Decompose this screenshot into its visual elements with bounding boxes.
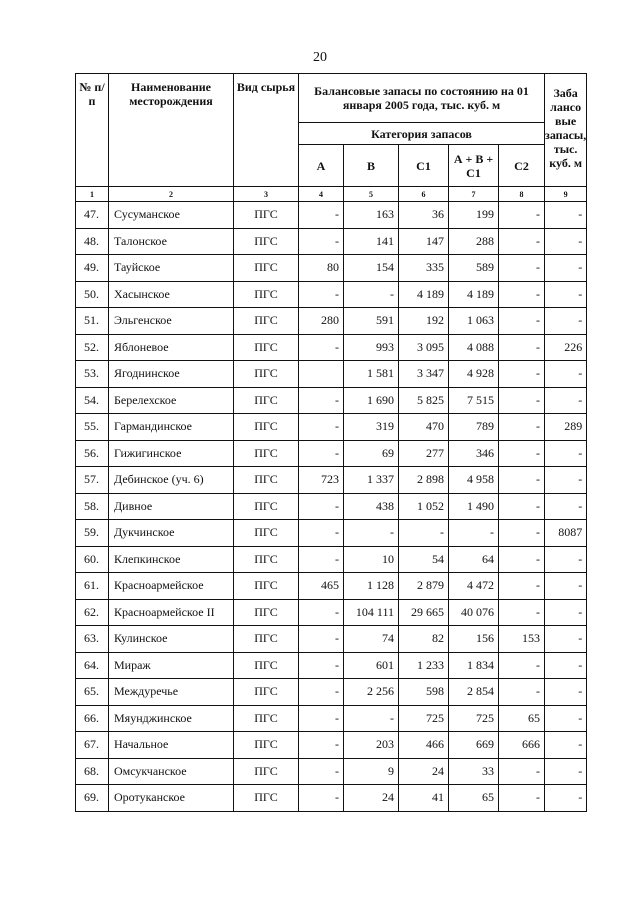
offbalance-reserve: - [545,308,587,335]
deposit-name: Междуречье [109,679,234,706]
reserve-abc1: 4 088 [449,334,499,361]
reserve-c1: 3 347 [399,361,449,388]
reserve-c1: 466 [399,732,449,759]
reserve-c2: - [499,255,545,282]
offbalance-reserve: 289 [545,414,587,441]
raw-material: ПГС [234,785,299,812]
raw-material: ПГС [234,573,299,600]
reserve-abc1: 64 [449,546,499,573]
reserve-b: 438 [344,493,399,520]
reserve-abc1: 65 [449,785,499,812]
reserve-abc1: 2 854 [449,679,499,706]
column-number: 9 [545,187,587,202]
reserve-abc1: 199 [449,202,499,229]
table-row [76,732,587,759]
reserve-c1: 1 233 [399,652,449,679]
offbalance-reserve: - [545,626,587,653]
reserve-abc1: 288 [449,228,499,255]
raw-material: ПГС [234,281,299,308]
table-row [76,520,587,547]
table-row [76,308,587,335]
table-row [76,599,587,626]
raw-material: ПГС [234,228,299,255]
reserve-a: - [299,281,344,308]
deposit-name: Начальное [109,732,234,759]
deposit-name: Гармандинское [109,414,234,441]
reserve-c2: - [499,281,545,308]
offbalance-reserve: - [545,758,587,785]
raw-material: ПГС [234,758,299,785]
row-number: 60. [76,546,109,573]
reserve-c2: - [499,440,545,467]
row-number: 65. [76,679,109,706]
reserve-c2: - [499,679,545,706]
offbalance-reserve: - [545,255,587,282]
reserve-c1: 29 665 [399,599,449,626]
offbalance-reserve: - [545,652,587,679]
reserve-c1: 36 [399,202,449,229]
reserve-c2: 65 [499,705,545,732]
table-row [76,573,587,600]
reserve-a: - [299,387,344,414]
raw-material: ПГС [234,414,299,441]
reserve-c2: - [499,467,545,494]
header-b: В [344,145,399,187]
table-row [76,414,587,441]
reserve-c2: - [499,546,545,573]
table-row [76,361,587,388]
row-number: 63. [76,626,109,653]
reserve-c2: - [499,334,545,361]
reserve-a: 280 [299,308,344,335]
table-row [76,281,587,308]
table-row [76,652,587,679]
deposit-name: Клепкинское [109,546,234,573]
deposit-name: Гижигинское [109,440,234,467]
reserve-c1: 598 [399,679,449,706]
reserve-a: - [299,652,344,679]
reserve-b: 10 [344,546,399,573]
offbalance-reserve: - [545,732,587,759]
reserve-a: - [299,440,344,467]
header-c1: С1 [399,145,449,187]
raw-material: ПГС [234,255,299,282]
offbalance-reserve: 8087 [545,520,587,547]
offbalance-reserve: - [545,361,587,388]
reserve-abc1: 589 [449,255,499,282]
reserve-c2: - [499,387,545,414]
table-row [76,228,587,255]
raw-material: ПГС [234,705,299,732]
deposit-name: Красноармейское II [109,599,234,626]
raw-material: ПГС [234,599,299,626]
table-row [76,440,587,467]
raw-material: ПГС [234,520,299,547]
reserve-a: - [299,785,344,812]
offbalance-reserve: - [545,202,587,229]
row-number: 53. [76,361,109,388]
reserve-a: - [299,732,344,759]
reserve-abc1: 4 928 [449,361,499,388]
reserve-c2: - [499,202,545,229]
reserve-a: - [299,705,344,732]
table-row [76,705,587,732]
row-number: 67. [76,732,109,759]
reserve-a: - [299,679,344,706]
reserve-c1: 82 [399,626,449,653]
header-name: Наименование месторождения [109,74,234,187]
row-number: 47. [76,202,109,229]
reserve-c1: 54 [399,546,449,573]
column-number: 6 [399,187,449,202]
table-row [76,387,587,414]
reserve-abc1: 346 [449,440,499,467]
offbalance-reserve: - [545,467,587,494]
header-abc1: А + В + С1 [449,145,499,187]
row-number: 51. [76,308,109,335]
offbalance-reserve: - [545,679,587,706]
reserve-b: 104 111 [344,599,399,626]
raw-material: ПГС [234,626,299,653]
row-number: 57. [76,467,109,494]
reserve-c2: - [499,758,545,785]
deposit-name: Дивное [109,493,234,520]
reserve-c1: 192 [399,308,449,335]
row-number: 66. [76,705,109,732]
reserve-c2: - [499,652,545,679]
reserve-a: - [299,414,344,441]
reserve-a: - [299,228,344,255]
raw-material: ПГС [234,652,299,679]
reserve-c1: 4 189 [399,281,449,308]
deposit-name: Оротуканское [109,785,234,812]
deposit-name: Талонское [109,228,234,255]
reserve-b: 203 [344,732,399,759]
deposit-name: Хасынское [109,281,234,308]
column-number: 3 [234,187,299,202]
reserve-c2: - [499,573,545,600]
reserve-c1: 3 095 [399,334,449,361]
raw-material: ПГС [234,467,299,494]
reserve-abc1: 4 472 [449,573,499,600]
reserve-a: - [299,493,344,520]
table-row [76,546,587,573]
raw-material: ПГС [234,546,299,573]
reserve-c2: - [499,785,545,812]
reserve-b: 154 [344,255,399,282]
reserve-b: 24 [344,785,399,812]
deposit-name: Омсукчанское [109,758,234,785]
offbalance-reserve: - [545,705,587,732]
reserve-b: 69 [344,440,399,467]
row-number: 50. [76,281,109,308]
row-number: 52. [76,334,109,361]
reserve-abc1: 40 076 [449,599,499,626]
deposit-name: Ягоднинское [109,361,234,388]
row-number: 55. [76,414,109,441]
reserve-b: - [344,520,399,547]
reserve-b: 319 [344,414,399,441]
deposit-name: Мяунджинское [109,705,234,732]
reserve-c2: - [499,493,545,520]
reserve-c2: - [499,361,545,388]
raw-material: ПГС [234,387,299,414]
header-no: № п/п [76,74,109,187]
reserve-abc1: 789 [449,414,499,441]
offbalance-reserve: - [545,599,587,626]
deposit-name: Эльгенское [109,308,234,335]
row-number: 61. [76,573,109,600]
page-number: 20 [313,50,327,65]
table-row [76,255,587,282]
row-number: 54. [76,387,109,414]
reserve-b: 163 [344,202,399,229]
reserve-abc1: 1 490 [449,493,499,520]
table-row [76,493,587,520]
reserve-abc1: 669 [449,732,499,759]
reserve-c1: 725 [399,705,449,732]
column-number: 5 [344,187,399,202]
reserve-c2: 666 [499,732,545,759]
reserve-c1: 5 825 [399,387,449,414]
reserve-b: 74 [344,626,399,653]
deposit-name: Тауйское [109,255,234,282]
reserve-abc1: - [449,520,499,547]
reserve-a: 80 [299,255,344,282]
offbalance-reserve: - [545,387,587,414]
row-number: 48. [76,228,109,255]
deposit-name: Кулинское [109,626,234,653]
table-row [76,202,587,229]
reserve-c1: 1 052 [399,493,449,520]
reserve-b: 591 [344,308,399,335]
reserve-b: 1 337 [344,467,399,494]
row-number: 62. [76,599,109,626]
offbalance-reserve: - [545,546,587,573]
reserve-a: - [299,599,344,626]
reserve-abc1: 7 515 [449,387,499,414]
row-number: 64. [76,652,109,679]
column-number: 7 [449,187,499,202]
reserve-a: - [299,546,344,573]
reserve-c2: - [499,414,545,441]
offbalance-reserve: - [545,281,587,308]
reserves-table [75,73,587,812]
header-balance: Балансовые запасы по состоянию на 01 января 2005 года, тыс. куб. м [299,74,545,123]
raw-material: ПГС [234,440,299,467]
row-number: 69. [76,785,109,812]
reserve-a: - [299,758,344,785]
header-a: А [299,145,344,187]
reserve-abc1: 156 [449,626,499,653]
raw-material: ПГС [234,732,299,759]
row-number: 49. [76,255,109,282]
header-type: Вид сырья [234,74,299,187]
reserve-b: 1 128 [344,573,399,600]
row-number: 59. [76,520,109,547]
reserve-c2: - [499,599,545,626]
header-c2: С2 [499,145,545,187]
reserve-a: - [299,202,344,229]
table-row [76,626,587,653]
reserve-a [299,361,344,388]
column-number: 8 [499,187,545,202]
reserve-a: - [299,520,344,547]
header-offbalance: Заба лансо вые запасы, тыс. куб. м [545,74,587,187]
reserve-b: 1 690 [344,387,399,414]
offbalance-reserve: - [545,440,587,467]
table-row [76,467,587,494]
reserve-c1: - [399,520,449,547]
deposit-name: Сусуманское [109,202,234,229]
reserve-c1: 147 [399,228,449,255]
reserve-a: 723 [299,467,344,494]
raw-material: ПГС [234,308,299,335]
reserve-c1: 2 879 [399,573,449,600]
reserve-abc1: 725 [449,705,499,732]
table-row [76,785,587,812]
reserve-c1: 2 898 [399,467,449,494]
reserve-c1: 277 [399,440,449,467]
column-number: 2 [109,187,234,202]
reserve-a: - [299,626,344,653]
reserve-c2: - [499,520,545,547]
reserve-abc1: 1 834 [449,652,499,679]
raw-material: ПГС [234,361,299,388]
reserve-abc1: 4 189 [449,281,499,308]
reserve-b: 601 [344,652,399,679]
deposit-name: Берелехское [109,387,234,414]
deposit-name: Дебинское (уч. 6) [109,467,234,494]
raw-material: ПГС [234,334,299,361]
reserve-c1: 41 [399,785,449,812]
reserve-abc1: 33 [449,758,499,785]
row-number: 56. [76,440,109,467]
table-row [76,334,587,361]
reserve-b: - [344,281,399,308]
row-number: 68. [76,758,109,785]
reserve-c2: - [499,308,545,335]
reserve-c2: - [499,228,545,255]
reserve-c1: 470 [399,414,449,441]
offbalance-reserve: - [545,493,587,520]
table-row [76,679,587,706]
raw-material: ПГС [234,493,299,520]
reserve-c1: 335 [399,255,449,282]
deposit-name: Дукчинское [109,520,234,547]
deposit-name: Мираж [109,652,234,679]
reserve-b: 1 581 [344,361,399,388]
offbalance-reserve: - [545,785,587,812]
reserve-b: 2 256 [344,679,399,706]
reserve-abc1: 1 063 [449,308,499,335]
reserve-b: - [344,705,399,732]
row-number: 58. [76,493,109,520]
offbalance-reserve: - [545,573,587,600]
offbalance-reserve: - [545,228,587,255]
reserve-b: 141 [344,228,399,255]
deposit-name: Яблоневое [109,334,234,361]
reserve-c2: 153 [499,626,545,653]
reserve-abc1: 4 958 [449,467,499,494]
header-category: Категория запасов [299,123,545,145]
column-number: 1 [76,187,109,202]
reserve-a: - [299,334,344,361]
reserve-c1: 24 [399,758,449,785]
raw-material: ПГС [234,679,299,706]
reserve-b: 9 [344,758,399,785]
offbalance-reserve: 226 [545,334,587,361]
column-number: 4 [299,187,344,202]
reserve-a: 465 [299,573,344,600]
raw-material: ПГС [234,202,299,229]
table-row [76,758,587,785]
reserve-b: 993 [344,334,399,361]
deposit-name: Красноармейское [109,573,234,600]
